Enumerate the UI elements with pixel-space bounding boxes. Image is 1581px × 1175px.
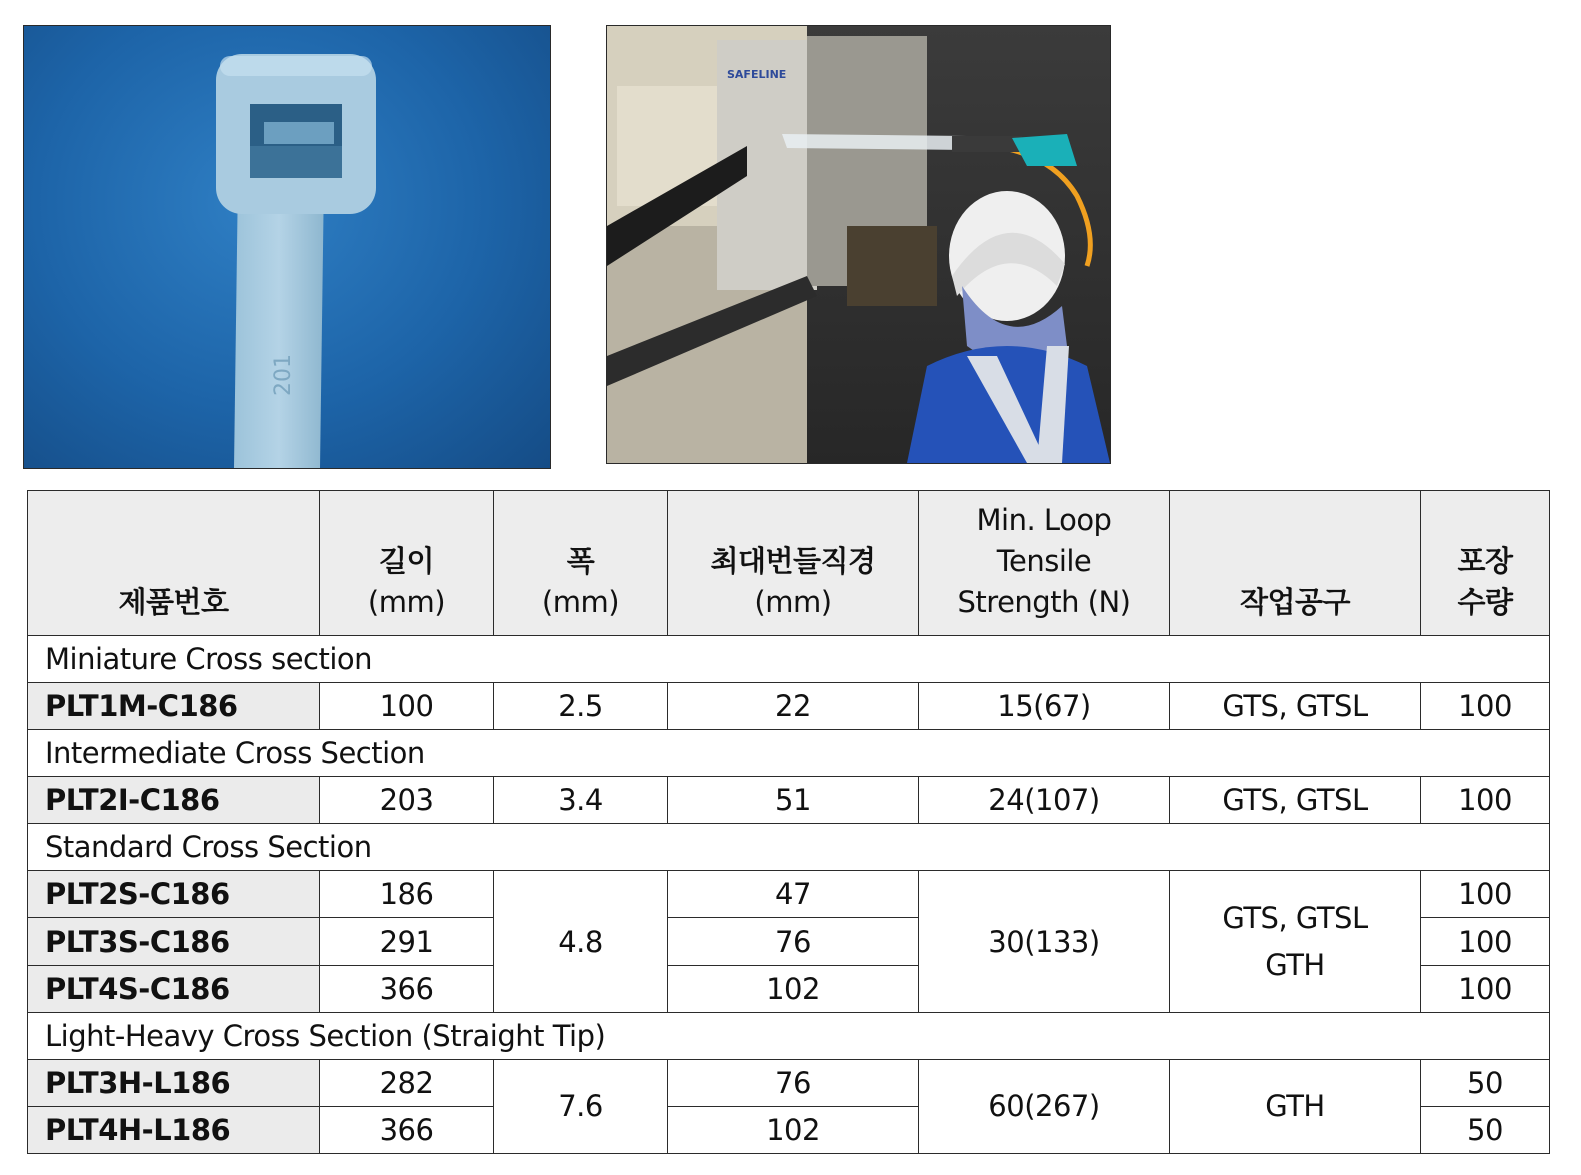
section-title: Light-Heavy Cross Section (Straight Tip) xyxy=(28,1012,1550,1059)
tool-cell xyxy=(1170,871,1421,1012)
safeline-logo: SAFELINE xyxy=(727,68,787,81)
tensile-cell: 24(107) xyxy=(919,777,1170,824)
width-cell: 3.4 xyxy=(494,777,668,824)
part-number: PLT3H-L186 xyxy=(28,1059,320,1106)
qty-cell: 100 xyxy=(1421,871,1550,918)
part-number: PLT4H-L186 xyxy=(28,1106,320,1153)
washdown-illustration xyxy=(607,26,1110,463)
header-bundle-dia xyxy=(668,491,919,636)
tensile-cell: 30(133) xyxy=(919,871,1170,1012)
qty-cell: 50 xyxy=(1421,1106,1550,1153)
tool-cell: GTS, GTSL xyxy=(1170,683,1421,730)
length-cell: 366 xyxy=(320,965,494,1012)
tool-cell: GTH xyxy=(1170,1059,1421,1153)
part-number: PLT3S-C186 xyxy=(28,918,320,965)
header-tool: 작업공구 xyxy=(1170,491,1421,636)
length-cell: 100 xyxy=(320,683,494,730)
length-cell: 282 xyxy=(320,1059,494,1106)
part-number: PLT4S-C186 xyxy=(28,965,320,1012)
table-row xyxy=(28,871,1550,918)
header-bundle-dia-label: 최대번들직경 xyxy=(710,544,876,578)
bundle-cell: 102 xyxy=(668,965,919,1012)
header-tensile-line1: Min. Loop xyxy=(976,503,1112,537)
header-length-label: 길이 xyxy=(378,544,435,578)
section-row xyxy=(28,824,1550,871)
qty-cell: 100 xyxy=(1421,965,1550,1012)
header-length xyxy=(320,491,494,636)
tie-marking: 201 xyxy=(271,354,296,396)
part-number: PLT2I-C186 xyxy=(28,777,320,824)
bundle-cell: 76 xyxy=(668,918,919,965)
header-pack-qty-line2: 수량 xyxy=(1457,585,1513,619)
section-title: Miniature Cross section xyxy=(28,636,1550,683)
width-cell: 4.8 xyxy=(494,871,668,1012)
header-tensile-line3: Strength (N) xyxy=(957,585,1131,619)
qty-cell: 100 xyxy=(1421,683,1550,730)
qty-cell: 100 xyxy=(1421,777,1550,824)
header-product-no: 제품번호 xyxy=(28,491,320,636)
bundle-cell: 22 xyxy=(668,683,919,730)
bundle-cell: 47 xyxy=(668,871,919,918)
header-row xyxy=(28,491,1550,636)
qty-cell: 50 xyxy=(1421,1059,1550,1106)
bundle-cell: 76 xyxy=(668,1059,919,1106)
width-cell: 7.6 xyxy=(494,1059,668,1153)
section-row xyxy=(28,636,1550,683)
qty-cell: 100 xyxy=(1421,918,1550,965)
section-row xyxy=(28,730,1550,777)
length-cell: 366 xyxy=(320,1106,494,1153)
spec-table xyxy=(27,490,1550,1154)
cable-tie-photo xyxy=(23,25,551,469)
length-cell: 203 xyxy=(320,777,494,824)
header-tensile-line2: Tensile xyxy=(996,544,1092,578)
length-cell: 186 xyxy=(320,871,494,918)
table-row xyxy=(28,777,1550,824)
header-length-unit: (mm) xyxy=(367,585,446,619)
header-width xyxy=(494,491,668,636)
tool-line: GTS, GTSL xyxy=(1222,900,1368,935)
header-pack-qty xyxy=(1421,491,1550,636)
part-number: PLT1M-C186 xyxy=(28,683,320,730)
header-bundle-dia-unit: (mm) xyxy=(754,585,832,619)
width-cell: 2.5 xyxy=(494,683,668,730)
tensile-cell: 60(267) xyxy=(919,1059,1170,1153)
section-title: Intermediate Cross Section xyxy=(28,730,1550,777)
section-title: Standard Cross Section xyxy=(28,824,1550,871)
header-tensile xyxy=(919,491,1170,636)
tool-cell: GTS, GTSL xyxy=(1170,777,1421,824)
cable-tie-illustration xyxy=(24,26,550,468)
washdown-photo xyxy=(606,25,1111,464)
table-row xyxy=(28,683,1550,730)
part-number: PLT2S-C186 xyxy=(28,871,320,918)
table-row xyxy=(28,1059,1550,1106)
section-row xyxy=(28,1012,1550,1059)
tool-line: GTH xyxy=(1265,947,1325,982)
bundle-cell: 51 xyxy=(668,777,919,824)
header-width-label: 폭 xyxy=(566,544,595,578)
bundle-cell: 102 xyxy=(668,1106,919,1153)
header-width-unit: (mm) xyxy=(541,585,620,619)
tensile-cell: 15(67) xyxy=(919,683,1170,730)
length-cell: 291 xyxy=(320,918,494,965)
header-pack-qty-line1: 포장 xyxy=(1457,544,1513,578)
